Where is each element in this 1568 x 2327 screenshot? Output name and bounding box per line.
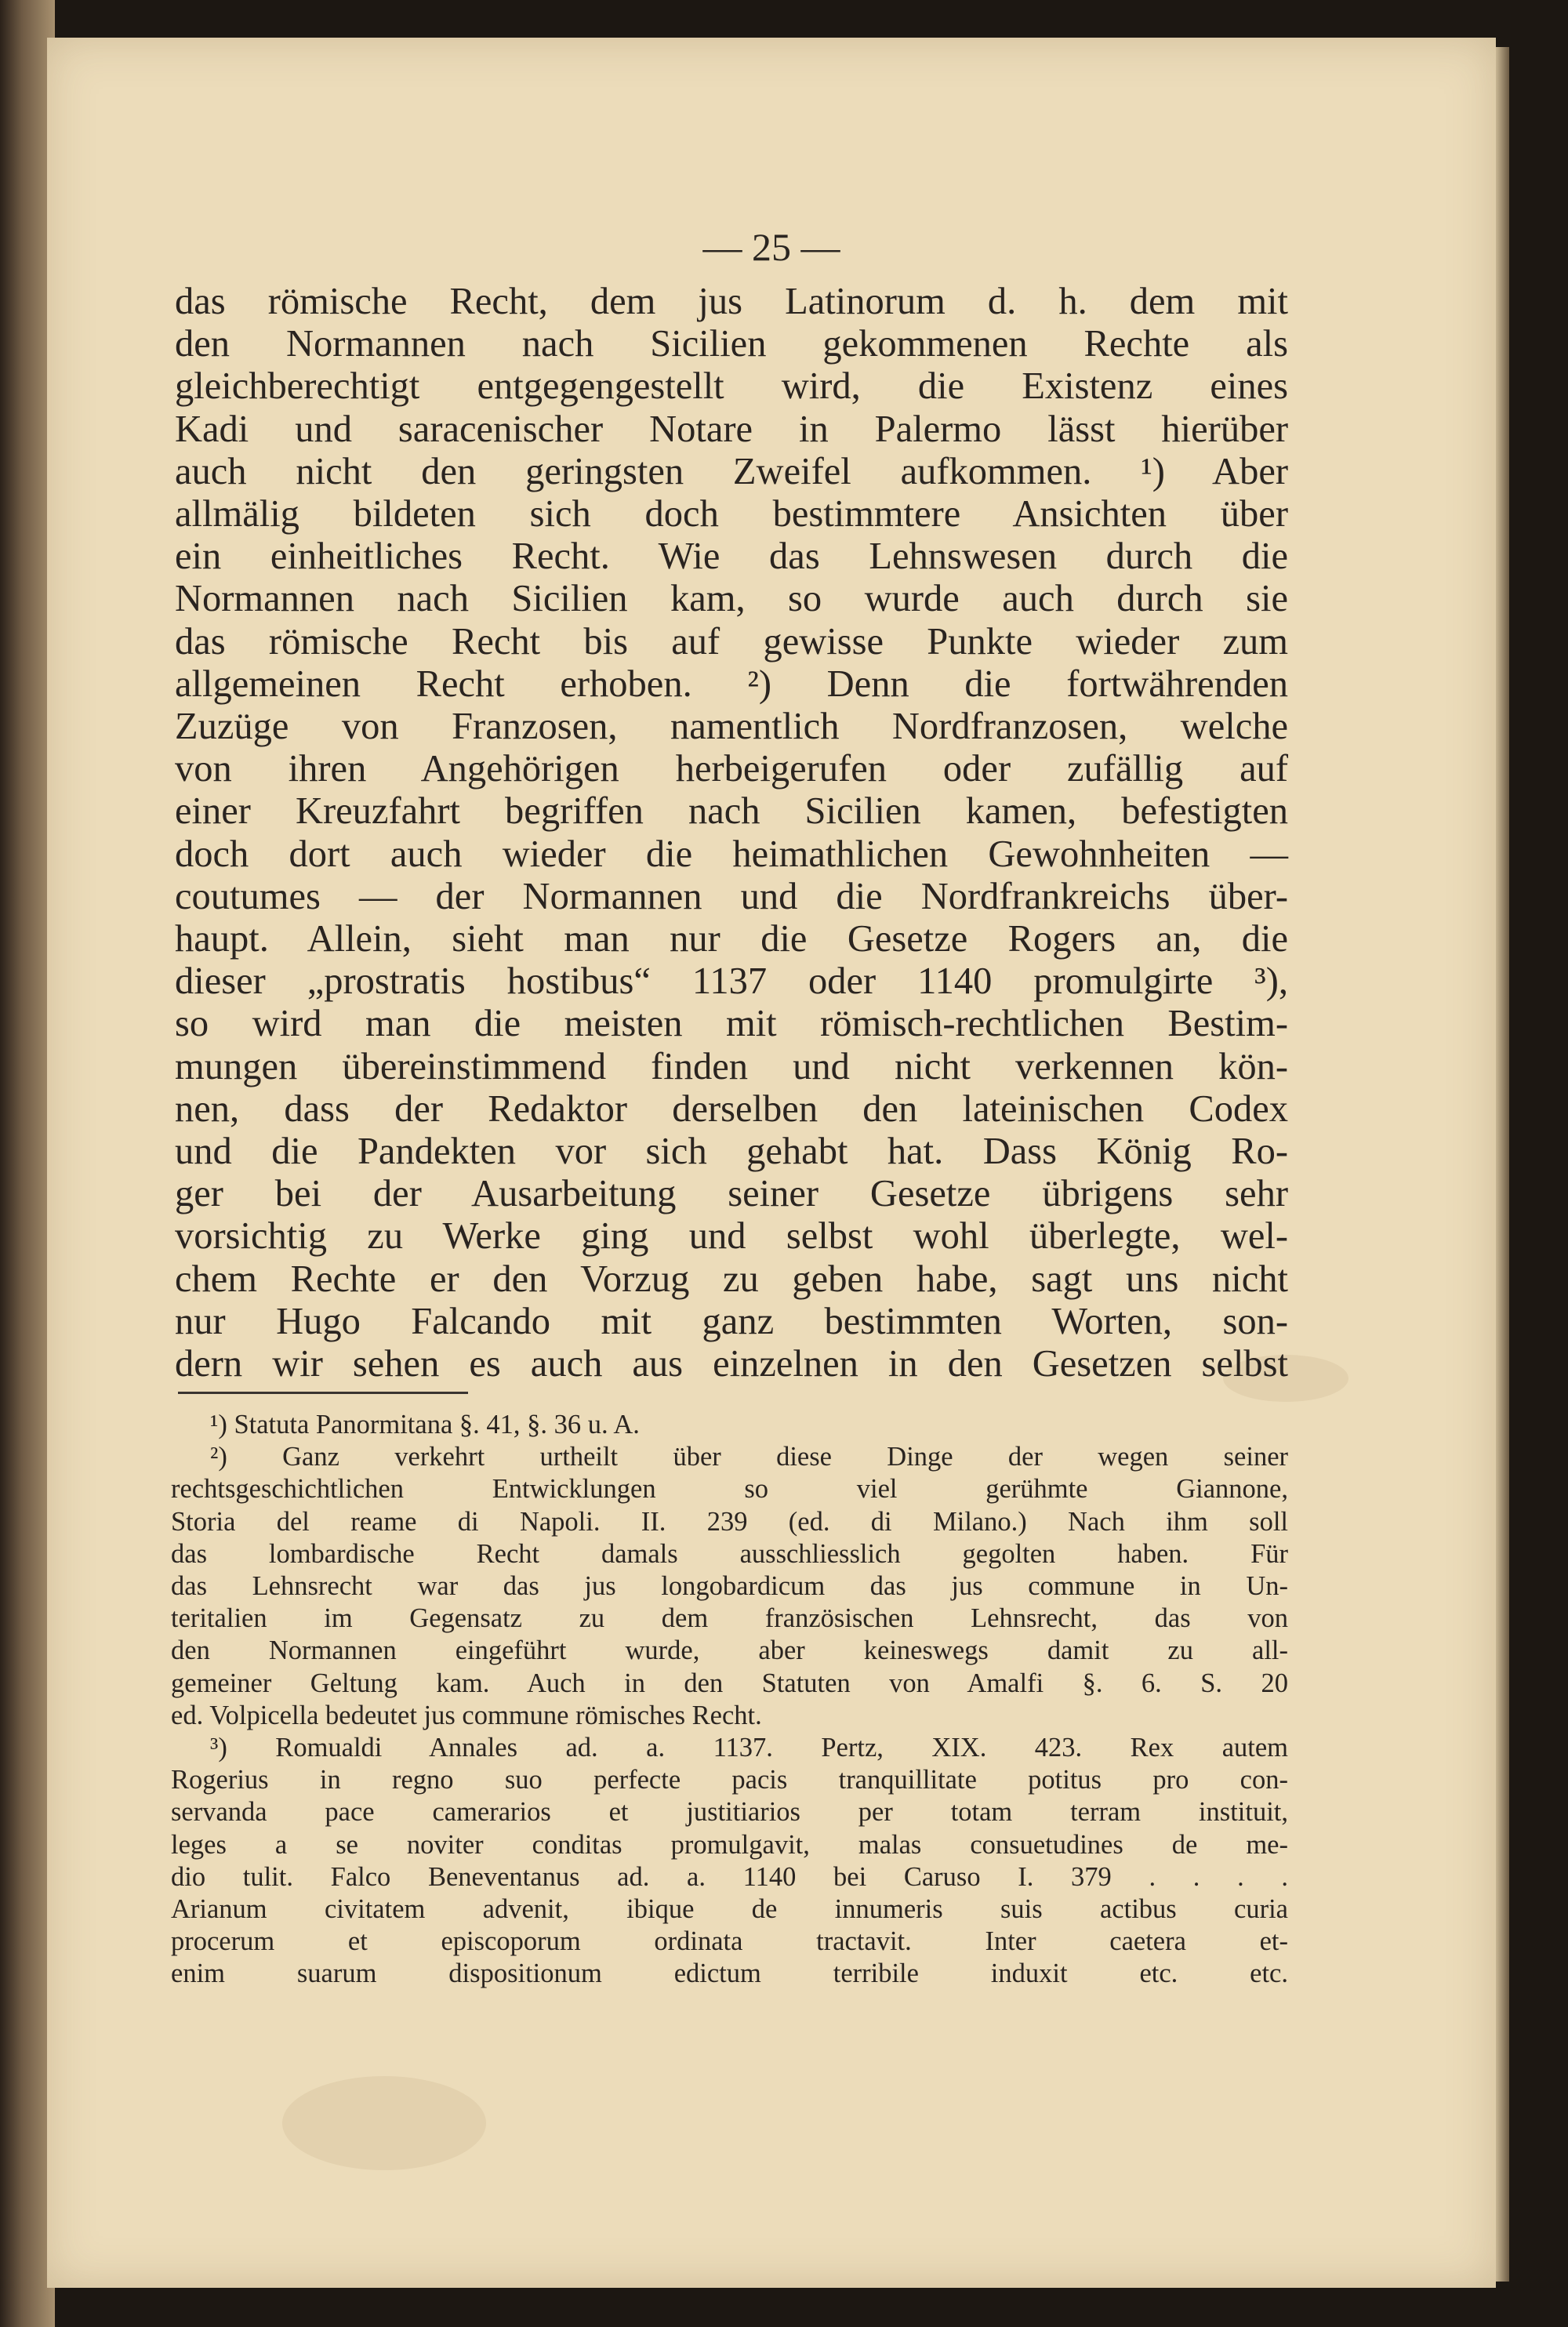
footnote-line: servanda pace camerarios et justitiarios per totam terram instituit,	[171, 1797, 1288, 1828]
body-line: chem Rechte er den Vorzug zu geben habe, sagt uns nicht	[175, 1258, 1288, 1300]
footnotes	[171, 1409, 1288, 1991]
body-line: Kadi und saracenischer Notare in Palermo lässt hierüber	[175, 408, 1288, 450]
body-line: auch nicht den geringsten Zweifel aufkommen. ¹) Aber	[175, 450, 1288, 492]
body-line: ein einheitliches Recht. Wie das Lehnswesen durch die	[175, 535, 1288, 578]
footnote-line: Storia del reame di Napoli. II. 239 (ed. di Milano.) Nach ihm soll	[171, 1506, 1288, 1537]
footnote-rule	[178, 1392, 468, 1394]
footnote-line: Rogerius in regno suo perfecte pacis tranquillitate potitus pro con-	[171, 1765, 1288, 1795]
body-line: das römische Recht bis auf gewisse Punkte wieder zum	[175, 620, 1288, 663]
body-line: nen, dass der Redaktor derselben den lateinischen Codex	[175, 1087, 1288, 1130]
body-line: doch dort auch wieder die heimathlichen Gewohnheiten —	[175, 833, 1288, 875]
footnote-line: den Normannen eingeführt wurde, aber keineswegs damit zu all-	[171, 1635, 1288, 1666]
footnote-line: ³) Romualdi Annales ad. a. 1137. Pertz, XIX. 423. Rex autem	[210, 1733, 1288, 1763]
page-number: — 25 —	[702, 225, 840, 269]
body-line: von ihren Angehörigen herbeigerufen oder zufällig auf	[175, 748, 1288, 790]
footnote-line: das lombardische Recht damals ausschliesslich gegolten haben. Für	[171, 1538, 1288, 1569]
body-line: und die Pandekten vor sich gehabt hat. Dass König Ro-	[175, 1131, 1288, 1173]
footnote-line: ²) Ganz verkehrt urtheilt über diese Dinge der wegen seiner	[210, 1442, 1288, 1472]
footnote-line: Arianum civitatem advenit, ibique de innumeris suis actibus curia	[171, 1894, 1288, 1925]
footnote-line: teritalien im Gegensatz zu dem französischen Lehnsrecht, das von	[171, 1603, 1288, 1634]
page-edge-shadow	[1494, 47, 1509, 2282]
body-line: dieser „prostratis hostibus“ 1137 oder 1140 promulgirte ³),	[175, 960, 1288, 1003]
footnote-line: enim suarum dispositionum edictum terribile induxit etc. etc.	[171, 1959, 1288, 1989]
footnote-line: gemeiner Geltung kam. Auch in den Statuten von Amalfi §. 6. S. 20	[171, 1668, 1288, 1698]
body-line: dern wir sehen es auch aus einzelnen in den Gesetzen selbst	[175, 1343, 1288, 1385]
body-line: coutumes — der Normannen und die Nordfrankreichs über-	[175, 875, 1288, 917]
footnote-line: dio tulit. Falco Beneventanus ad. a. 1140 bei Caruso I. 379 . . . .	[171, 1861, 1288, 1892]
body-line: nur Hugo Falcando mit ganz bestimmten Worten, son-	[175, 1300, 1288, 1342]
footnote-line: procerum et episcoporum ordinata tractavit. Inter caetera et-	[171, 1926, 1288, 1957]
body-line: Normannen nach Sicilien kam, so wurde auch durch sie	[175, 578, 1288, 620]
body-text	[175, 281, 1288, 1385]
footnote-line: das Lehnsrecht war das jus longobardicum das jus commune in Un-	[171, 1571, 1288, 1602]
body-line: so wird man die meisten mit römisch-rechtlichen Bestim-	[175, 1003, 1288, 1045]
footnote-line: ed. Volpicella bedeutet jus commune römisches Recht.	[171, 1700, 762, 1730]
paper-stain	[282, 2076, 486, 2170]
body-line: einer Kreuzfahrt begriffen nach Sicilien kamen, befestigten	[175, 790, 1288, 833]
body-line: gleichberechtigt entgegengestellt wird, die Existenz eines	[175, 365, 1288, 408]
body-line: den Normannen nach Sicilien gekommenen Rechte als	[175, 323, 1288, 365]
footnote-line: ¹) Statuta Panormitana §. 41, §. 36 u. A.	[210, 1410, 640, 1439]
body-line: Zuzüge von Franzosen, namentlich Nordfranzosen, welche	[175, 706, 1288, 748]
body-line: ger bei der Ausarbeitung seiner Gesetze übrigens sehr	[175, 1173, 1288, 1215]
body-line: allgemeinen Recht erhoben. ²) Denn die fortwährenden	[175, 663, 1288, 705]
body-line: allmälig bildeten sich doch bestimmtere Ansichten über	[175, 493, 1288, 535]
body-line: vorsichtig zu Werke ging und selbst wohl überlegte, wel-	[175, 1215, 1288, 1258]
body-line: mungen übereinstimmend finden und nicht verkennen kön-	[175, 1045, 1288, 1087]
footnote-line: rechtsgeschichtlichen Entwicklungen so viel gerühmte Giannone,	[171, 1474, 1288, 1505]
body-line: das römische Recht, dem jus Latinorum d. h. dem mit	[175, 281, 1288, 322]
footnote-line: leges a se noviter conditas promulgavit, malas consuetudines de me-	[171, 1829, 1288, 1860]
body-line: haupt. Allein, sieht man nur die Gesetze Rogers an, die	[175, 918, 1288, 960]
